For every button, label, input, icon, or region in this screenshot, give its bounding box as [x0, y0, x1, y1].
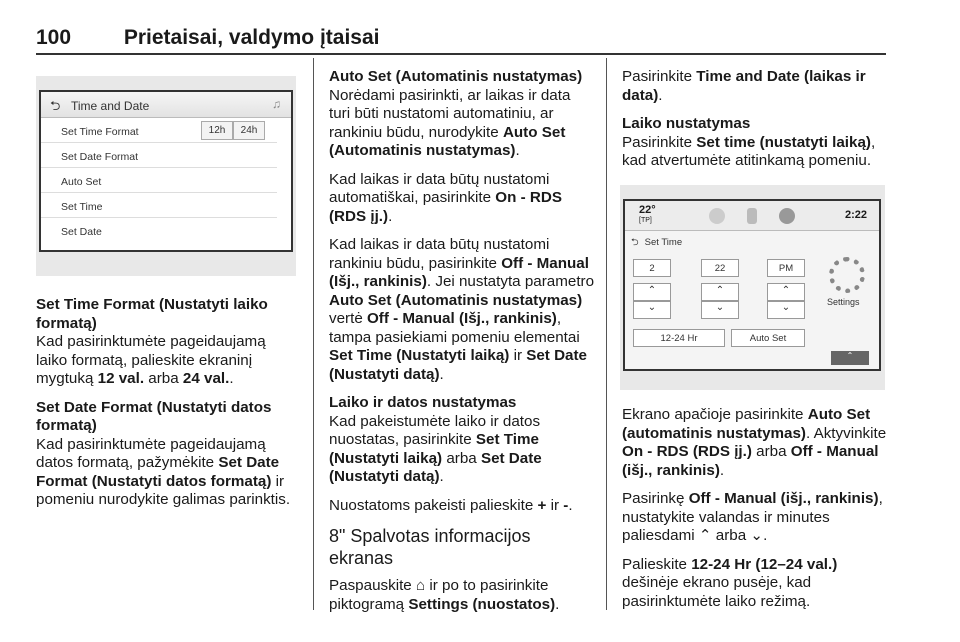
time-format-toggle[interactable] — [201, 121, 265, 140]
heading-set-date-format: Set Date Format (Nustatyti datos formatą) — [36, 398, 272, 434]
header-rule — [36, 53, 886, 55]
set-time-screen-figure — [620, 185, 885, 390]
column-3-top — [622, 68, 890, 181]
screen-title-bar — [41, 92, 291, 118]
paragraph-auto-set-3: Kad laikas ir data būtų nustatomi rankiniu būdu, pasirinkite Off - Manual (Išj., rankinis). Jei nustatyta parametro Auto Set (Automatinis nustatymas) vertė Off - Manual (Išj., rankinis), tampa pasiekiami pomeniu elementai Set Time (Nustatyti laiką) ir Set Date (Nustatyti datą). — [329, 236, 595, 383]
back-label: Set Time — [644, 237, 683, 248]
temperature: 22° — [639, 204, 656, 216]
settings-label[interactable]: Settings — [827, 297, 860, 307]
home-icon: ⌂ — [415, 577, 426, 594]
auto-set-button[interactable]: Auto Set — [731, 329, 805, 347]
ampm-value: PM — [767, 259, 805, 277]
row-label: Set Date Format — [61, 151, 139, 163]
minute-down-button[interactable]: ⌄ — [701, 301, 739, 319]
minute-up-button[interactable]: ⌃ — [701, 283, 739, 301]
row-label: Set Time Format — [61, 126, 139, 138]
heading-time-setting: Laiko nustatymas — [622, 115, 751, 132]
column-2 — [329, 68, 595, 624]
menu-row-auto-set[interactable] — [41, 168, 277, 193]
hour-down-button[interactable]: ⌄ — [633, 301, 671, 319]
paragraph-manual-adjust: Pasirinkę Off - Manual (išj., rankinis), nustatykite valandas ir minutes paliesdami ⌃ arba ⌄. — [622, 490, 883, 544]
phone-icon[interactable] — [747, 208, 757, 224]
row-label: Set Date — [61, 226, 102, 238]
chevron-up-icon: ⌃ — [698, 527, 712, 544]
paragraph-settings: Paspauskite ⌂ ir po to pasirinkite piktogramą Settings (nuostatos). — [329, 577, 560, 613]
set-time-screen — [623, 199, 881, 371]
menu-row-set-date-format[interactable] — [41, 143, 277, 168]
paragraph-auto-set-select: Ekrano apačioje pasirinkite Auto Set (automatinis nustatymas). Aktyvinkite On - RDS (RDS įj.) arba Off - Manual (išj., rankinis). — [622, 406, 887, 479]
menu-row-set-time-format[interactable] — [41, 118, 277, 143]
column-3-bottom — [622, 406, 892, 621]
page-number: 100 — [36, 26, 72, 49]
back-arrow-icon: ⮌ — [631, 237, 639, 248]
paragraph-auto-set-1: Norėdami pasirinkti, ar laikas ir data turi būti nustatomi automatiniu, ar rankiniu būdu, nurodykite Auto Set (Automatinis nustatymas). — [329, 86, 571, 159]
ampm-up-button[interactable]: ⌃ — [767, 283, 805, 301]
time-date-screen — [39, 90, 293, 252]
paragraph-12-24: Palieskite 12-24 Hr (12–24 val.) dešinėje ekrano pusėje, kad pasirinktumėte laiko režimą. — [622, 555, 838, 610]
menu-row-set-date[interactable] — [41, 218, 277, 243]
info-icon[interactable] — [779, 208, 795, 224]
clock: 2:22 — [844, 209, 867, 221]
ampm-down-button[interactable]: ⌄ — [767, 301, 805, 319]
row-label: Auto Set — [61, 176, 102, 188]
audio-icon[interactable] — [709, 208, 725, 224]
12-24-hr-button[interactable]: 12-24 Hr — [633, 329, 725, 347]
column-1 — [36, 296, 298, 520]
screen-title: Time and Date — [71, 99, 150, 113]
format-12h-button[interactable]: 12h — [201, 121, 233, 140]
hour-value: 2 — [633, 259, 671, 277]
row-label: Set Time — [61, 201, 103, 213]
paragraph-time-format: Kad pasirinktumėte pageidaujamą laiko formatą, palieskite ekraninį mygtuką 12 val. arba 24 val.. — [36, 333, 266, 387]
heading-time-date-adjust: Laiko ir datos nustatymas — [329, 394, 517, 411]
paragraph-select-time-date: Pasirinkite Time and Date (laikas ir data). — [622, 68, 866, 104]
menu-row-set-time[interactable] — [41, 193, 277, 218]
minute-value: 22 — [701, 259, 739, 277]
back-arrow-icon[interactable]: ⮌ — [50, 98, 61, 113]
heading-set-time-format: Set Time Format (Nustatyti laiko formatą) — [36, 296, 268, 332]
chevron-down-icon: ⌄ — [750, 527, 764, 544]
format-24h-button[interactable]: 24h — [233, 121, 265, 140]
hour-up-button[interactable]: ⌃ — [633, 283, 671, 301]
tp-indicator: [TP] — [639, 217, 652, 224]
paragraph-auto-set-2: Kad laikas ir data būtų nustatomi automatiškai, pasirinkite On - RDS (RDS įj.). — [329, 170, 562, 225]
paragraph-set-time: Pasirinkite Set time (nustatyti laiką), kad atvertumėte atitinkamą pomeniu. — [622, 133, 876, 169]
paragraph-plus-minus: Nuostatoms pakeisti palieskite + ir -. — [329, 496, 573, 514]
paragraph-date-format: Kad pasirinktumėte pageidaujamą datos formatą, pažymėkite Set Date Format (Nustatyti datos formatą) ir pomeniu nurodykite galimas parinktis. — [36, 435, 291, 508]
scroll-up-button[interactable]: ⌃ — [831, 351, 869, 365]
settings-gear-icon[interactable] — [829, 257, 865, 293]
column-divider-2 — [606, 58, 607, 610]
page-header — [36, 26, 379, 50]
heading-auto-set: Auto Set (Automatinis nustatymas) — [329, 68, 583, 85]
column-divider-1 — [313, 58, 314, 610]
paragraph-adjust: Kad pakeistumėte laiko ir datos nuostatas, pasirinkite Set Time (Nustatyti laiką) arba Set Date (Nustatyti datą). — [329, 412, 542, 485]
back-row[interactable] — [631, 235, 682, 251]
music-note-icon: ♫ — [272, 97, 281, 111]
status-bar — [625, 201, 879, 231]
page-title: Prietaisai, valdymo įtaisai — [123, 26, 380, 49]
heading-8in-display: 8" Spalvotas informacijos ekranas — [329, 526, 531, 568]
time-date-screen-figure — [36, 76, 296, 276]
